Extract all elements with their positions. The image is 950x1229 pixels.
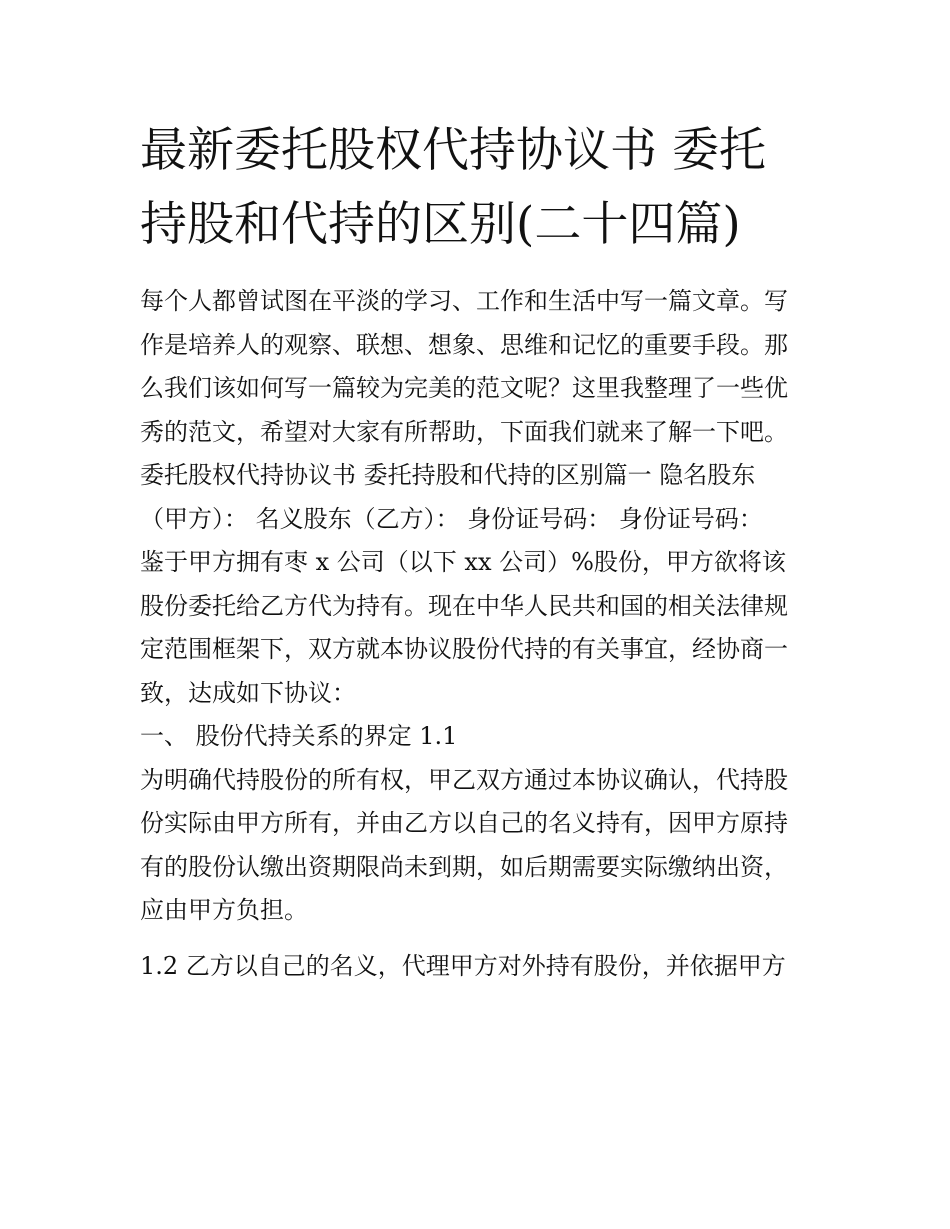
title-line-2: 持股和代持的区别(二十四篇): [140, 197, 741, 252]
section-heading: 一、 股份代持关系的界定 1.1: [140, 722, 458, 750]
text-line: （甲方）： 名义股东（乙方）： 身份证号码： 身份证号码：: [140, 504, 763, 533]
text-line: 作是培养人的观察、联想、想象、思维和记忆的重要手段。那: [140, 330, 788, 359]
text-line: 股份委托给乙方代为持有。现在中华人民共和国的相关法律规: [140, 591, 788, 620]
text-line: 为明确代持股份的所有权，甲乙双方通过本协议确认，代持股: [140, 765, 788, 794]
document-body: [140, 114, 820, 988]
document-title: [140, 114, 820, 262]
title-line-1: 最新委托股权代持协议书 委托: [140, 123, 766, 178]
text-line: 1.2 乙方以自己的名义，代理甲方对外持有股份，并依据甲方: [140, 951, 786, 980]
text-line: 致，达成如下协议：: [140, 678, 356, 707]
text-line: 么我们该如何写一篇较为完美的范文呢？这里我整理了一些优: [140, 374, 788, 402]
text-line: 应由甲方负担。: [140, 896, 308, 924]
text-line: 份实际由甲方所有，并由乙方以自己的名义持有，因甲方原持: [140, 809, 788, 837]
text-line: 有的股份认缴出资期限尚未到期，如后期需要实际缴纳出资，: [140, 852, 788, 881]
text-line: 鉴于甲方拥有枣 x 公司（以下 xx 公司）%股份，甲方欲将该: [140, 548, 786, 576]
text-line: 委托股权代持协议书 委托持股和代持的区别篇一 隐名股东: [140, 461, 756, 489]
text-line: 秀的范文，希望对大家有所帮助，下面我们就来了解一下吧。: [140, 417, 788, 446]
text-line: 定范围框架下，双方就本协议股份代持的有关事宜，经协商一: [140, 635, 788, 663]
text-line: 每个人都曾试图在平淡的学习、工作和生活中写一篇文章。写: [140, 287, 788, 315]
